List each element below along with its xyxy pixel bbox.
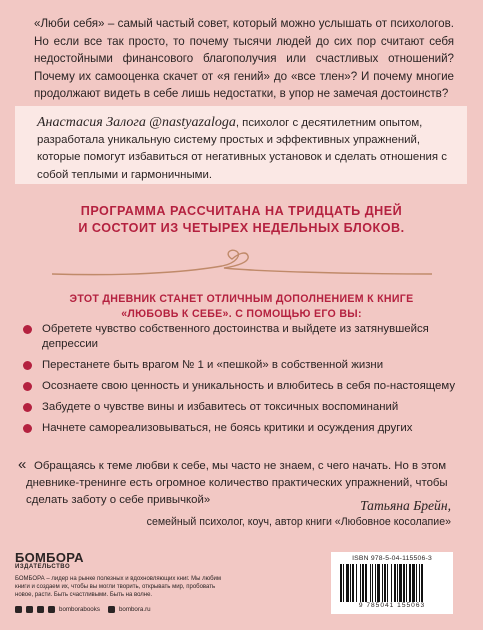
publisher-description: БОМБОРА – лидер на рынке полезных и вдохновляющих книг. Мы любим книги и создаем их, чтобы вы могли творить, открывать мир, пробовать новое, расти. Быть счастливыми. Быть на волне.: [15, 576, 222, 598]
barcode-icon: [338, 564, 446, 602]
list-item: Забудете о чувстве вины и избавитесь от токсичных воспоминаний: [22, 400, 462, 415]
list-item: Перестанете быть врагом № 1 и «пешкой» в собственной жизни: [22, 358, 462, 373]
publisher-site: bombora.ru: [118, 606, 151, 613]
benefits-list: [22, 322, 462, 442]
testimonial-quote: Обращаясь к теме любви к себе, мы часто не знаем, с чего начать. Но в этом дневнике-тренинге есть огромное количество практических упражнений, чтобы сделать заботу о себе привычкой»: [26, 460, 448, 506]
publisher-logo-text: БОМБОРА: [15, 550, 84, 565]
youtube-icon: [48, 606, 55, 613]
author-description: , психолог с десятилетним опытом, разработала уникальную систему простых и эффективных упражнений, которые помогут избавиться от негативных установок и сделать отношения с собой теплыми и гармоничными.: [37, 117, 447, 181]
barcode-digits: 9 785041 155063: [358, 602, 426, 609]
list-item: Осознаете свою ценность и уникальность и влюбитесь в себя по-настоящему: [22, 379, 462, 394]
diary-line-1: ЭТОТ ДНЕВНИК СТАНЕТ ОТЛИЧНЫМ ДОПОЛНЕНИЕМ К КНИГЕ: [69, 293, 414, 305]
program-heading: [30, 203, 453, 237]
publisher-logo-subtitle: ИЗДАТЕЛЬСТВО: [15, 564, 71, 570]
intro-paragraph: «Люби себя» – самый частый совет, который можно услышать от психологов. Но если все так просто, то почему тысячи людей до сих пор считают себя недостойными финансового благополучия или счастливых отношений? Почему их самооценка скачет от «я гений» до «все тлен»? И почему многие продолжают видеть в себе лишь недостатки, в упор не замечая достоинств?: [34, 17, 454, 101]
social-handle: bomborabooks: [59, 606, 100, 613]
diary-line-2: «ЛЮБОВЬ К СЕБЕ». С ПОМОЩЬЮ ЕГО ВЫ:: [121, 307, 362, 320]
quote-author-role: семейный психолог, коуч, автор книги «Любовное косолапие»: [146, 516, 451, 528]
bullet-dot-icon: [23, 424, 32, 433]
program-line-2: И СОСТОИТ ИЗ ЧЕТЫРЕХ НЕДЕЛЬНЫХ БЛОКОВ.: [78, 221, 405, 235]
publisher-logo: [15, 550, 84, 570]
quote-mark: «: [18, 456, 27, 473]
bullet-dot-icon: [23, 403, 32, 412]
vk-icon: [26, 606, 33, 613]
bullet-dot-icon: [23, 325, 32, 334]
author-handle: @nastyazaloga: [149, 115, 236, 130]
program-line-1: ПРОГРАММА РАССЧИТАНА НА ТРИДЦАТЬ ДНЕЙ: [80, 204, 403, 218]
diary-heading: [30, 292, 453, 321]
isbn-text: ISBN 978-5-04-115506-3: [352, 555, 432, 562]
publisher-social: [15, 606, 151, 613]
heart-divider-icon: [52, 246, 432, 280]
facebook-icon: [15, 606, 22, 613]
author-box: [15, 106, 467, 184]
globe-icon: [108, 606, 115, 613]
instagram-icon: [37, 606, 44, 613]
list-item: Обретете чувство собственного достоинства и выйдете из затянувшейся депрессии: [22, 322, 462, 351]
list-item: Начнете самореализовываться, не боясь критики и осуждения других: [22, 421, 462, 436]
quote-author: Татьяна Брейн,: [360, 498, 451, 513]
author-name: Анастасия Залога: [37, 115, 146, 130]
bullet-dot-icon: [23, 382, 32, 391]
bullet-dot-icon: [23, 361, 32, 370]
barcode-box: [331, 552, 453, 614]
